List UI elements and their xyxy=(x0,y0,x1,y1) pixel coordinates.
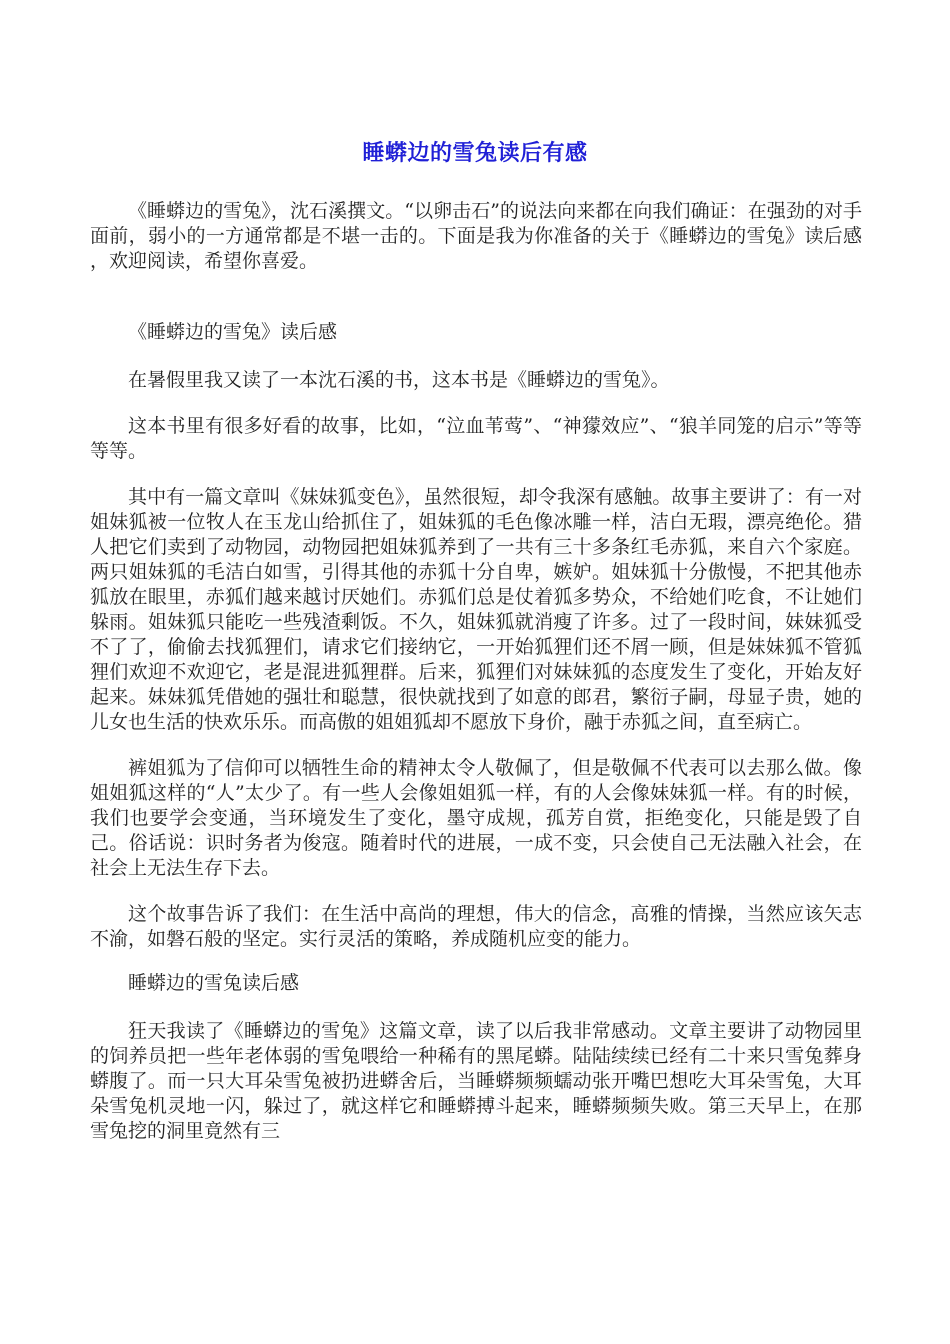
document-title: 睡蟒边的雪兔读后有感 xyxy=(362,141,588,166)
intro-paragraph: 《睡蟒边的雪兔》，沈石溪撰文。“以卵击石”的说法向来都在向我们确证：在强劲的对手面前，弱小的一方通常都是不堪一击的。下面是我为你准备的关于《睡蟒边的雪兔》读后感 ，欢迎阅读，希望你喜爱。 xyxy=(90,200,862,272)
section-heading-1: 《睡蟒边的雪兔》读后感 xyxy=(128,321,338,343)
body-paragraph: 狂天我读了《睡蟒边的雪兔》这篇文章，读了以后我非常感动。文章主要讲了动物园里的饲养员把一些年老体弱的雪兔喂给一种稀有的黑尾蟒。陆陆续续已经有二十来只雪兔葬身蟒腹了。而一只大耳朵雪兔被扔进蟒舍后，当睡蟒频频蠕动张开嘴巴想吃大耳朵雪兔，大耳朵雪兔机灵地一闪，躲过了，就这样它和睡蟒搏斗起来，睡蟒频频失败。第三天早上，在那雪兔挖的洞里竟然有三 xyxy=(90,1020,862,1142)
body-paragraph: 这本书里有很多好看的故事，比如，“泣血苇莺”、“神獴效应”、“狼羊同笼的启示”等等等等。 xyxy=(90,415,862,462)
body-paragraph: 其中有一篇文章叫《妹妹狐变色》，虽然很短，却令我深有感触。故事主要讲了：有一对姐妹狐被一位牧人在玉龙山给抓住了，姐妹狐的毛色像冰雕一样，洁白无瑕，漂亮绝伦。猎人把它们卖到了动物园，动物园把姐妹狐养到了一共有三十多条红毛赤狐，来自六个家庭。两只姐妹狐的毛洁白如雪，引得其他的赤狐十分自卑，嫉妒。姐妹狐十分傲慢，不把其他赤狐放在眼里，赤狐们越来越讨厌她们。赤狐们总是仗着狐多势众，不给她们吃食，不让她们躲雨。姐妹狐只能吃一些残渣剩饭。不久，姐妹狐就消瘦了许多。过了一段时间，妹妹狐受不了了，偷偷去找狐狸们，请求它们接纳它，一开始狐狸们还不屑一顾，但是妹妹狐不管狐狸们欢迎不欢迎它，老是混进狐狸群。后来，狐狸们对妹妹狐的态度发生了变化，开始友好起来。妹妹狐凭借她的强壮和聪慧，很快就找到了如意的郎君，繁衍子嗣，母显子贵，她的儿女也生活的快欢乐乐。而高傲的姐姐狐却不愿放下身价，融于赤狐之间，直至病亡。 xyxy=(90,486,862,733)
section-heading-2: 睡蟒边的雪兔读后感 xyxy=(128,972,300,994)
body-paragraph: 在暑假里我又读了一本沈石溪的书，这本书是《睡蟒边的雪兔》。 xyxy=(128,369,670,391)
document-body xyxy=(90,199,862,1165)
body-paragraph: 这个故事告诉了我们：在生活中高尚的理想，伟大的信念，高雅的情操，当然应该矢志不渝，如磐石般的坚定。实行灵活的策略，养成随机应变的能力。 xyxy=(90,903,862,950)
body-paragraph: 裤姐狐为了信仰可以牺牲生命的精神太令人敬佩了，但是敬佩不代表可以去那么做。像姐姐狐这样的“人”太少了。有一些人会像姐姐狐一样，有的人会像妹妹狐一样。有的时候，我们也要学会变通，当环境发生了变化，墨守成规，孤芳自赏，拒绝变化，只能是毁了自己。俗话说：识时务者为俊寇。随着时代的进展，一成不变，只会使自己无法融入社会，在社会上无法生存下去。 xyxy=(90,757,862,879)
